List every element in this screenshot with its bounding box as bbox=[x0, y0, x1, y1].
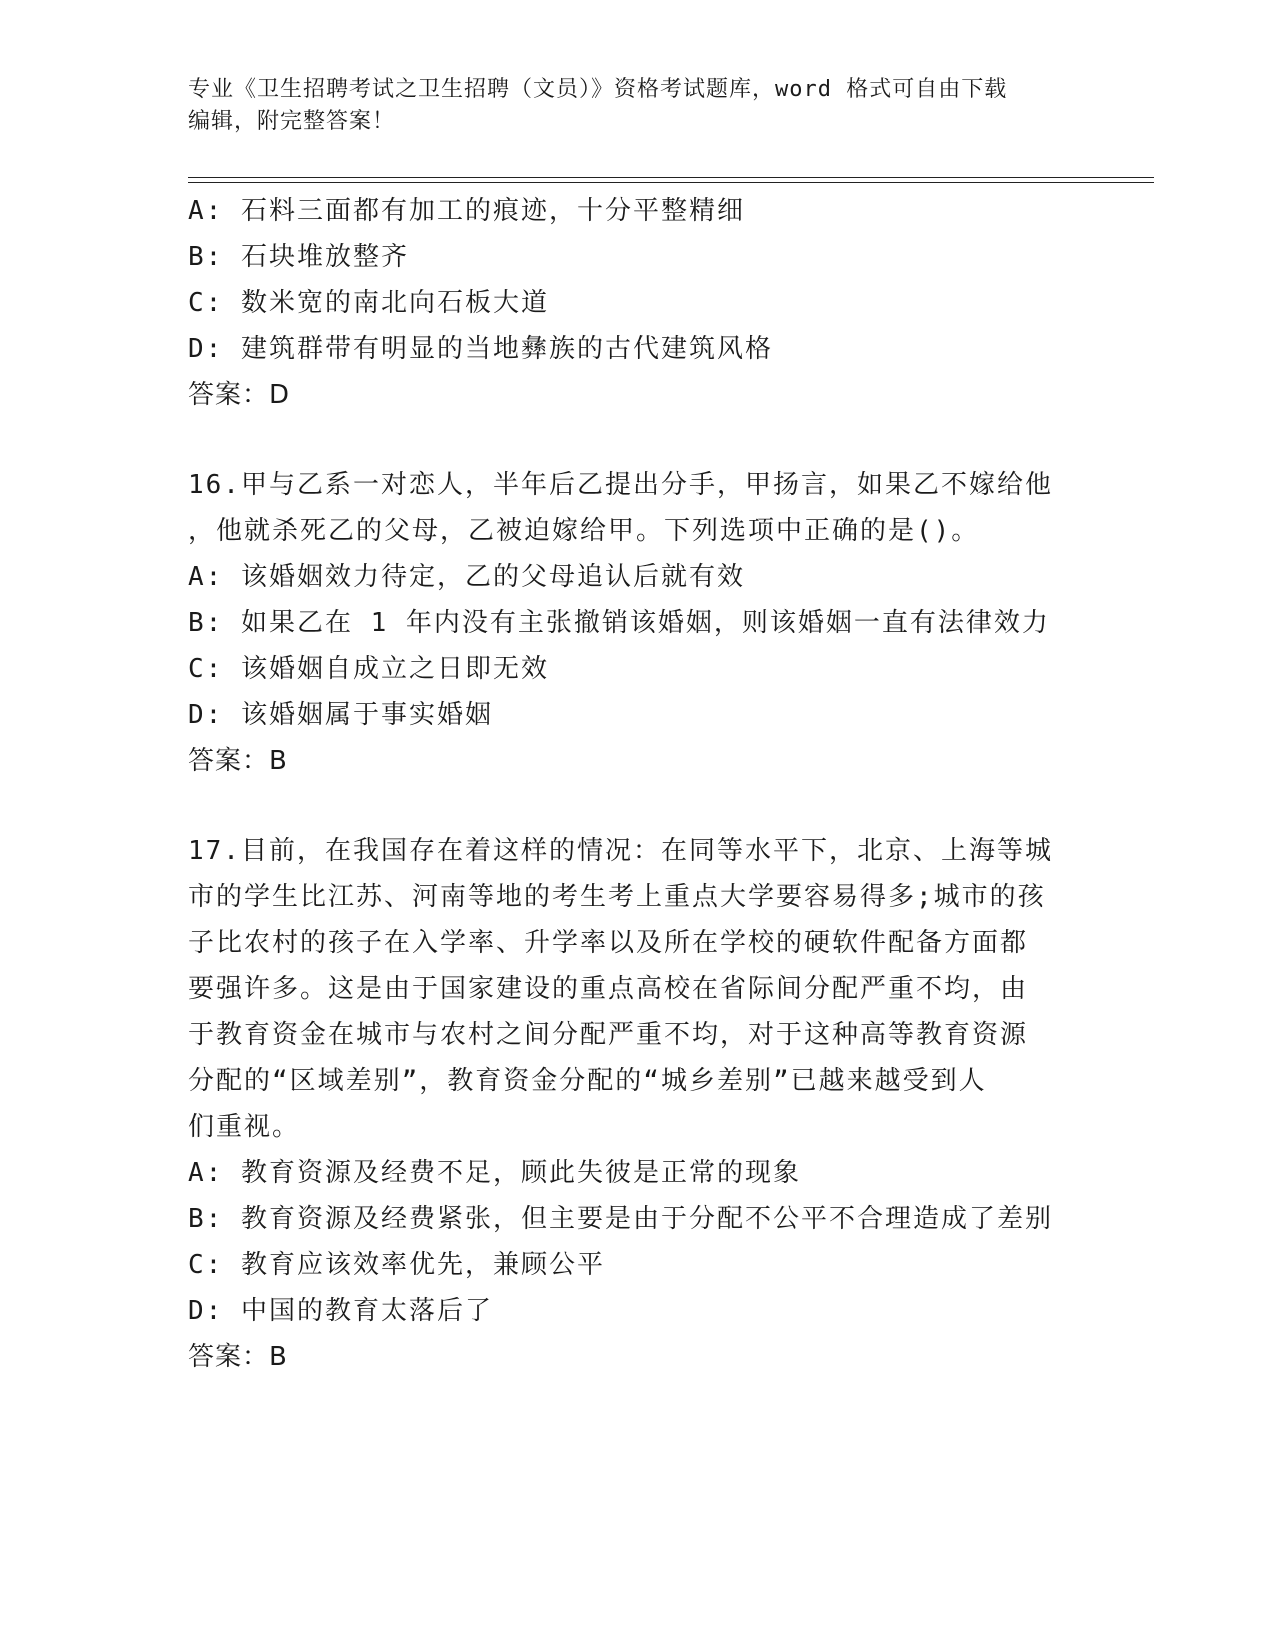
header-divider-top bbox=[188, 177, 1154, 178]
question-16 bbox=[188, 462, 1088, 784]
stem-line: 16.甲与乙系一对恋人，半年后乙提出分手，甲扬言，如果乙不嫁给他 bbox=[188, 470, 1053, 500]
option-a: A: 教育资源及经费不足，顾此失彼是正常的现象 bbox=[188, 1158, 801, 1188]
stem-line: ，他就杀死乙的父母，乙被迫嫁给甲。下列选项中正确的是()。 bbox=[188, 516, 980, 546]
question-stem bbox=[188, 828, 1088, 1150]
option-c: C: 教育应该效率优先，兼顾公平 bbox=[188, 1250, 605, 1280]
stem-line: 子比农村的孩子在入学率、升学率以及所在学校的硬软件配备方面都 bbox=[188, 928, 1029, 958]
option-c: C: 数米宽的南北向石板大道 bbox=[188, 288, 549, 318]
question-content bbox=[188, 188, 1088, 1380]
option-a: A: 石料三面都有加工的痕迹，十分平整精细 bbox=[188, 196, 745, 226]
stem-line: 要强许多。这是由于国家建设的重点高校在省际间分配严重不均，由 bbox=[188, 974, 1029, 1004]
question-17 bbox=[188, 828, 1088, 1380]
option-d: D: 该婚姻属于事实婚姻 bbox=[188, 700, 493, 730]
header-line-2: 编辑，附完整答案！ bbox=[188, 109, 396, 134]
option-d: D: 中国的教育太落后了 bbox=[188, 1296, 493, 1326]
option-b: B: 教育资源及经费紧张，但主要是由于分配不公平不合理造成了差别 bbox=[188, 1204, 1053, 1234]
document-header bbox=[188, 74, 1068, 138]
option-a: A: 该婚姻效力待定，乙的父母追认后就有效 bbox=[188, 562, 745, 592]
question-15 bbox=[188, 188, 1088, 418]
option-d: D: 建筑群带有明显的当地彝族的古代建筑风格 bbox=[188, 334, 773, 364]
answer-line: 答案：B bbox=[188, 1342, 288, 1372]
stem-line: 分配的“区域差别”，教育资金分配的“城乡差别”已越来越受到人 bbox=[188, 1066, 987, 1096]
option-c: C: 该婚姻自成立之日即无效 bbox=[188, 654, 549, 684]
stem-line: 市的学生比江苏、河南等地的考生考上重点大学要容易得多;城市的孩 bbox=[188, 882, 1046, 912]
stem-line: 17.目前，在我国存在着这样的情况：在同等水平下，北京、上海等城 bbox=[188, 836, 1053, 866]
header-line-1: 专业《卫生招聘考试之卫生招聘（文员）》资格考试题库，word 格式可自由下载 bbox=[188, 77, 1008, 102]
question-stem bbox=[188, 462, 1088, 554]
answer-line: 答案：B bbox=[188, 746, 288, 776]
option-b: B: 石块堆放整齐 bbox=[188, 242, 409, 272]
header-divider-bottom bbox=[188, 182, 1154, 183]
stem-line: 们重视。 bbox=[188, 1112, 301, 1142]
answer-line: 答案：D bbox=[188, 380, 291, 410]
option-b: B: 如果乙在 1 年内没有主张撤销该婚姻，则该婚姻一直有法律效力 bbox=[188, 608, 1050, 638]
stem-line: 于教育资金在城市与农村之间分配严重不均，对于这种高等教育资源 bbox=[188, 1020, 1029, 1050]
